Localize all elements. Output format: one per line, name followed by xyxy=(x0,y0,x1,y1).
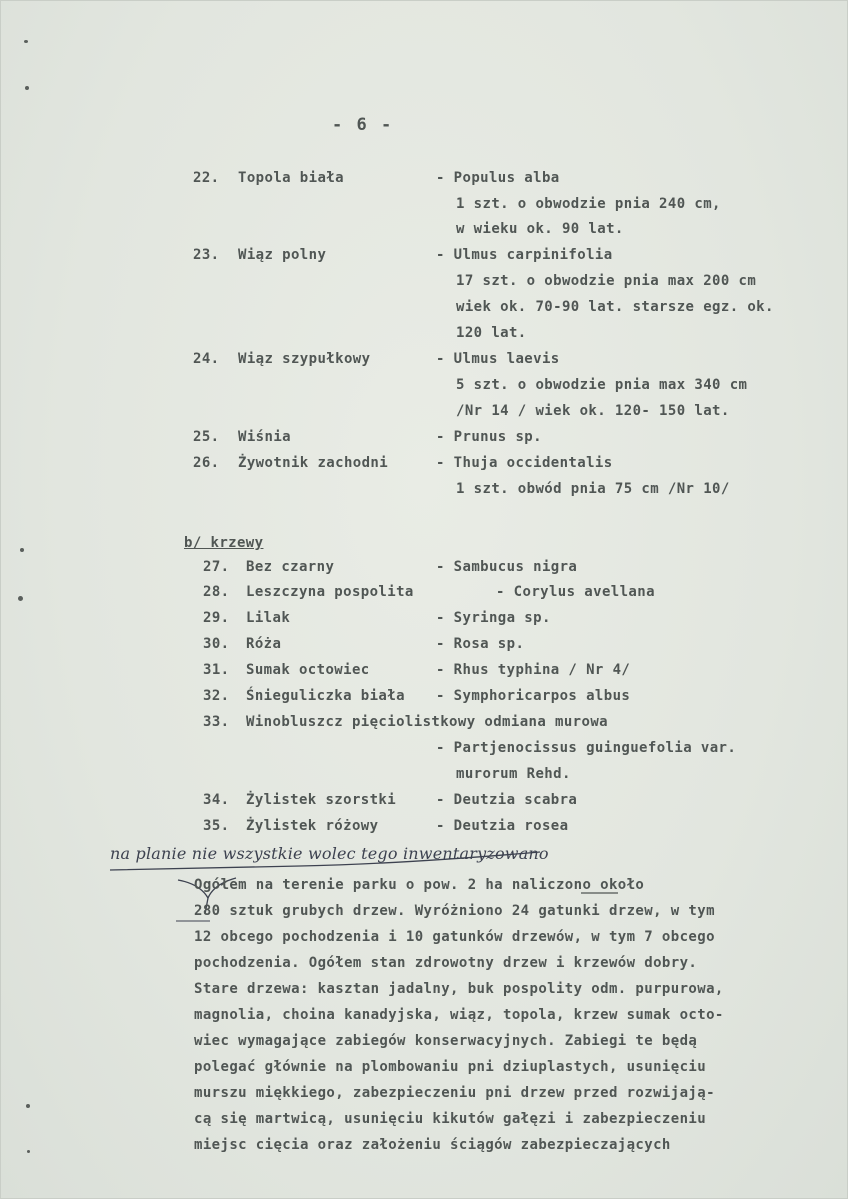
species-name: Sumak octowiec xyxy=(246,662,370,678)
list-item-number: 27. xyxy=(203,559,230,575)
list-item-number: 25. xyxy=(193,429,220,445)
species-name: Lilak xyxy=(246,610,291,626)
paragraph-line: cą się martwicą, usunięciu kikutów gałęzi i zabezpieczeniu xyxy=(194,1111,707,1127)
paragraph-line: pochodzenia. Ogółem stan zdrowotny drzew i krzewów dobry. xyxy=(194,955,698,971)
list-item-number: 28. xyxy=(203,584,230,600)
species-latin: - Sambucus nigra xyxy=(436,559,578,575)
species-latin: - Symphoricarpos albus xyxy=(436,688,631,704)
species-detail: w wieku ok. 90 lat. xyxy=(456,221,624,237)
species-name: Żywotnik zachodni xyxy=(238,455,389,471)
list-item-number: 29. xyxy=(203,610,230,626)
species-latin: - Ulmus carpinifolia xyxy=(436,247,613,263)
species-latin: - Rhus typhina / Nr 4/ xyxy=(436,662,631,678)
species-latin: - Syringa sp. xyxy=(436,610,551,626)
species-detail: 1 szt. obwód pnia 75 cm /Nr 10/ xyxy=(456,481,730,497)
species-latin: murorum Rehd. xyxy=(456,766,571,782)
list-item-number: 35. xyxy=(203,818,230,834)
species-latin: - Prunus sp. xyxy=(436,429,542,445)
paragraph-line: 280 sztuk grubych drzew. Wyróżniono 24 gatunki drzew, w tym xyxy=(194,903,715,919)
paragraph-line: 12 obcego pochodzenia i 10 gatunków drzewów, w tym 7 obcego xyxy=(194,929,715,945)
species-name: Róża xyxy=(246,636,282,652)
list-item-number: 33. xyxy=(203,714,230,730)
species-detail: wiek ok. 70-90 lat. starsze egz. ok. xyxy=(456,299,774,315)
species-detail: 1 szt. o obwodzie pnia 240 cm, xyxy=(456,196,721,212)
paragraph-line: murszu miękkiego, zabezpieczeniu pni drzew przed rozwijają- xyxy=(194,1085,715,1101)
species-name: Wiąz polny xyxy=(238,247,327,263)
section-heading: b/ krzewy xyxy=(184,535,264,551)
species-latin: - Deutzia rosea xyxy=(436,818,569,834)
species-detail: 17 szt. o obwodzie pnia max 200 cm xyxy=(456,273,757,289)
species-name: Wiąz szypułkowy xyxy=(238,351,371,367)
species-detail: /Nr 14 / wiek ok. 120- 150 lat. xyxy=(456,403,730,419)
species-latin: - Corylus avellana xyxy=(496,584,655,600)
species-latin: - Rosa sp. xyxy=(436,636,525,652)
species-name: Żylistek szorstki xyxy=(246,792,397,808)
handwritten-note: na planie nie wszystkie wolec tego inwentaryzowano xyxy=(110,844,549,863)
list-item-number: 22. xyxy=(193,170,220,186)
list-item-number: 24. xyxy=(193,351,220,367)
list-item-number: 30. xyxy=(203,636,230,652)
species-latin: - Ulmus laevis xyxy=(436,351,560,367)
species-latin: - Partjenocissus guinguefolia var. xyxy=(436,740,737,756)
list-item-number: 32. xyxy=(203,688,230,704)
list-item-number: 26. xyxy=(193,455,220,471)
species-latin: - Thuja occidentalis xyxy=(436,455,613,471)
species-name: Winobluszcz pięciolistkowy odmiana murowa xyxy=(246,714,608,730)
species-detail: 120 lat. xyxy=(456,325,527,341)
species-latin: - Populus alba xyxy=(436,170,560,186)
species-latin: - Deutzia scabra xyxy=(436,792,578,808)
paragraph-line: miejsc cięcia oraz założeniu ściągów zabezpieczających xyxy=(194,1137,671,1153)
species-name: Leszczyna pospolita xyxy=(246,584,414,600)
paragraph-line: Ogółem na terenie parku o pow. 2 ha naliczono około xyxy=(194,877,645,893)
species-name: Bez czarny xyxy=(246,559,335,575)
page-number: - 6 - xyxy=(332,115,394,135)
list-item-number: 31. xyxy=(203,662,230,678)
paragraph-line: magnolia, choina kanadyjska, wiąz, topola, krzew sumak octo- xyxy=(194,1007,724,1023)
paragraph-line: Stare drzewa: kasztan jadalny, buk pospolity odm. purpurowa, xyxy=(194,981,724,997)
species-detail: 5 szt. o obwodzie pnia max 340 cm xyxy=(456,377,748,393)
paragraph-line: wiec wymagające zabiegów konserwacyjnych. Zabiegi te będą xyxy=(194,1033,698,1049)
species-name: Topola biała xyxy=(238,170,344,186)
species-name: Żylistek różowy xyxy=(246,818,379,834)
species-name: Wiśnia xyxy=(238,429,291,445)
list-item-number: 23. xyxy=(193,247,220,263)
list-item-number: 34. xyxy=(203,792,230,808)
species-name: Śnieguliczka biała xyxy=(246,688,405,704)
paragraph-line: polegać głównie na plombowaniu pni dziuplastych, usunięciu xyxy=(194,1059,707,1075)
